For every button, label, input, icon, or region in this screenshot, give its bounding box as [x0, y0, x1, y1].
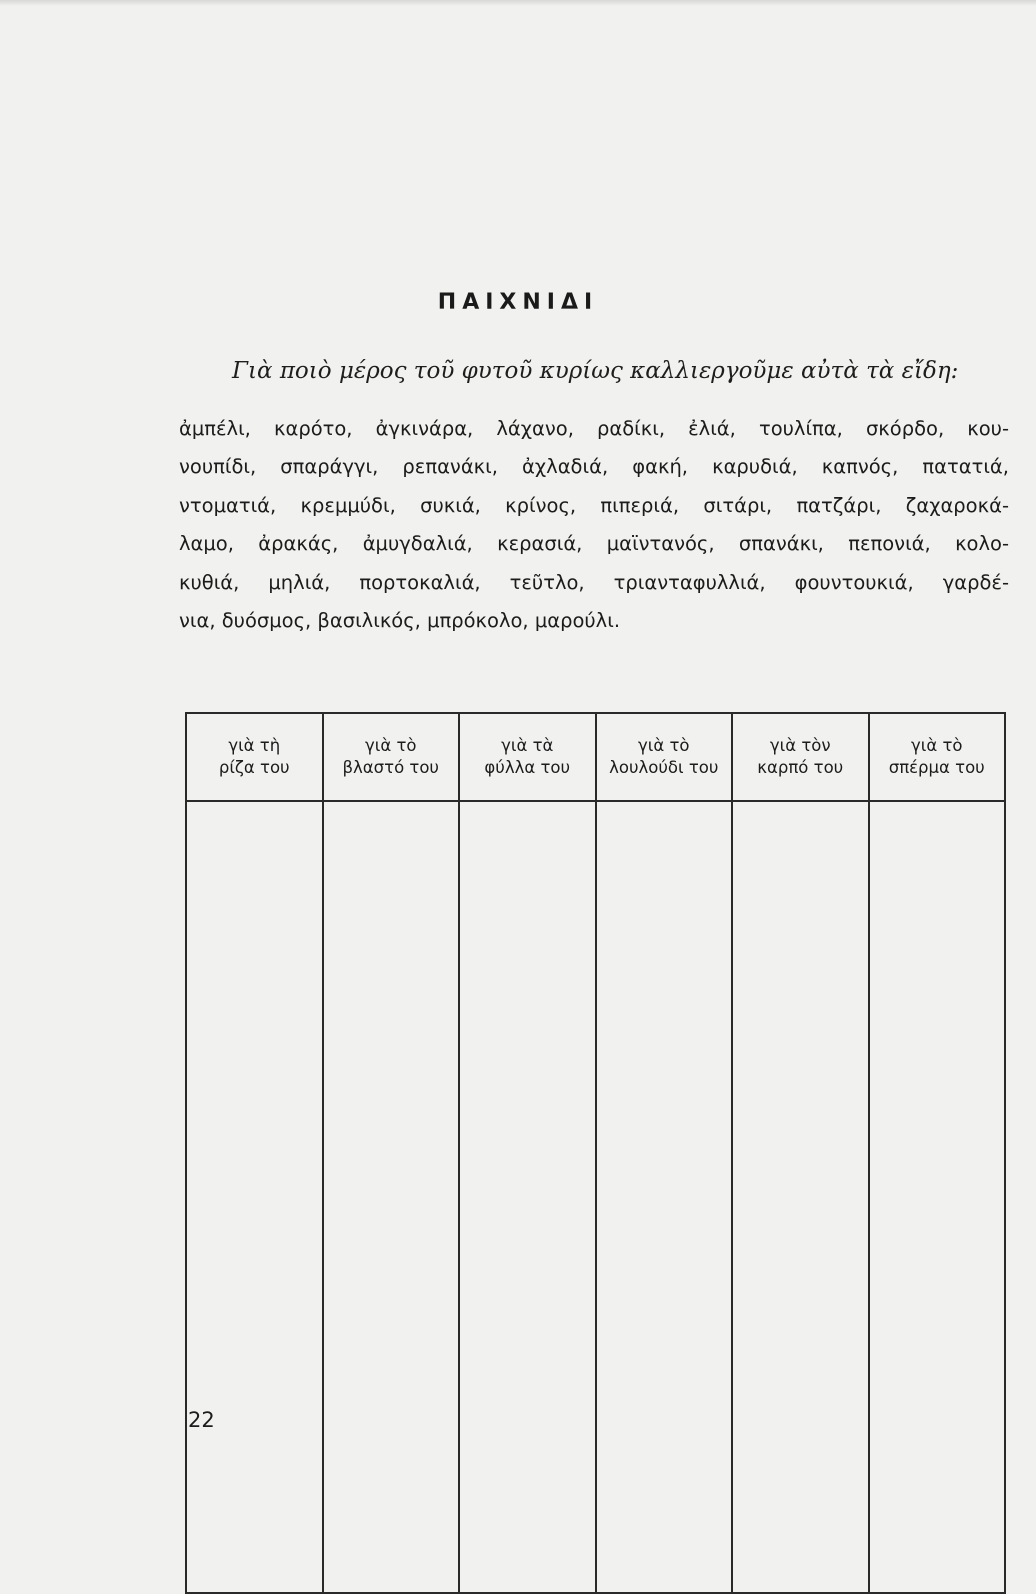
page-number: 22	[188, 1408, 215, 1432]
answer-cell-stem[interactable]	[323, 801, 460, 1593]
word-line: λαμο, ἀρακάς, ἀμυγδαλιά, κερασιά, μαϊντανός, σπανάκι, πεπονιά, κολο-	[179, 532, 1009, 556]
header-line: βλαστό του	[342, 758, 439, 777]
header-flower	[596, 713, 733, 801]
header-stem	[323, 713, 460, 801]
header-line: γιὰ τὸ	[638, 736, 690, 755]
answer-cell-leaves[interactable]	[459, 801, 596, 1593]
header-line: γιὰ τὴ	[228, 736, 281, 755]
answer-cell-seed[interactable]	[869, 801, 1006, 1593]
header-leaves	[459, 713, 596, 801]
table-answer-row	[186, 801, 1005, 1593]
word-line: ντοματιά, κρεμμύδι, συκιά, κρίνος, πιπεριά, σιτάρι, πατζάρι, ζαχαροκά-	[179, 493, 1009, 517]
page-edge-shadow	[0, 0, 1036, 6]
header-line: σπέρμα του	[888, 758, 985, 777]
header-line: ρίζα του	[218, 758, 290, 777]
word-line: κυθιά, μηλιά, πορτοκαλιά, τεῦτλο, τριανταφυλλιά, φουντουκιά, γαρδέ-	[179, 570, 1009, 594]
header-line: γιὰ τὰ	[501, 736, 554, 755]
answer-cell-flower[interactable]	[596, 801, 733, 1593]
header-line: λουλούδι του	[609, 758, 719, 777]
word-line: ἀμπέλι, καρότο, ἀγκινάρα, λάχανο, ραδίκι, ἐλιά, τουλίπα, σκόρδο, κου-	[179, 417, 1009, 440]
word-line: νουπίδι, σπαράγγι, ρεπανάκι, ἀχλαδιά, φακή, καρυδιά, καπνός, πατατιά,	[179, 455, 1009, 479]
exercise-question: Γιὰ ποιὸ μέρος τοῦ φυτοῦ κυρίως καλλιεργοῦμε αὐτὰ τὰ εἴδη:	[232, 358, 959, 384]
header-line: καρπό του	[757, 758, 844, 777]
table-header-row	[186, 713, 1005, 801]
answer-cell-root[interactable]	[186, 801, 323, 1593]
header-line: φύλλα του	[484, 758, 571, 777]
header-line: γιὰ τὸν	[769, 736, 831, 755]
page-title: ΠΑΙΧΝΙΔΙ	[437, 290, 599, 315]
header-line: γιὰ τὸ	[365, 736, 417, 755]
plant-word-list	[179, 410, 1009, 640]
answer-cell-fruit[interactable]	[732, 801, 869, 1593]
word-line: νια, δυόσμος, βασιλικός, μπρόκολο, μαρούλι.	[179, 608, 621, 632]
header-root	[186, 713, 323, 801]
header-seed	[869, 713, 1006, 801]
classification-table	[185, 712, 1006, 1594]
header-fruit	[732, 713, 869, 801]
header-line: γιὰ τὸ	[911, 736, 963, 755]
